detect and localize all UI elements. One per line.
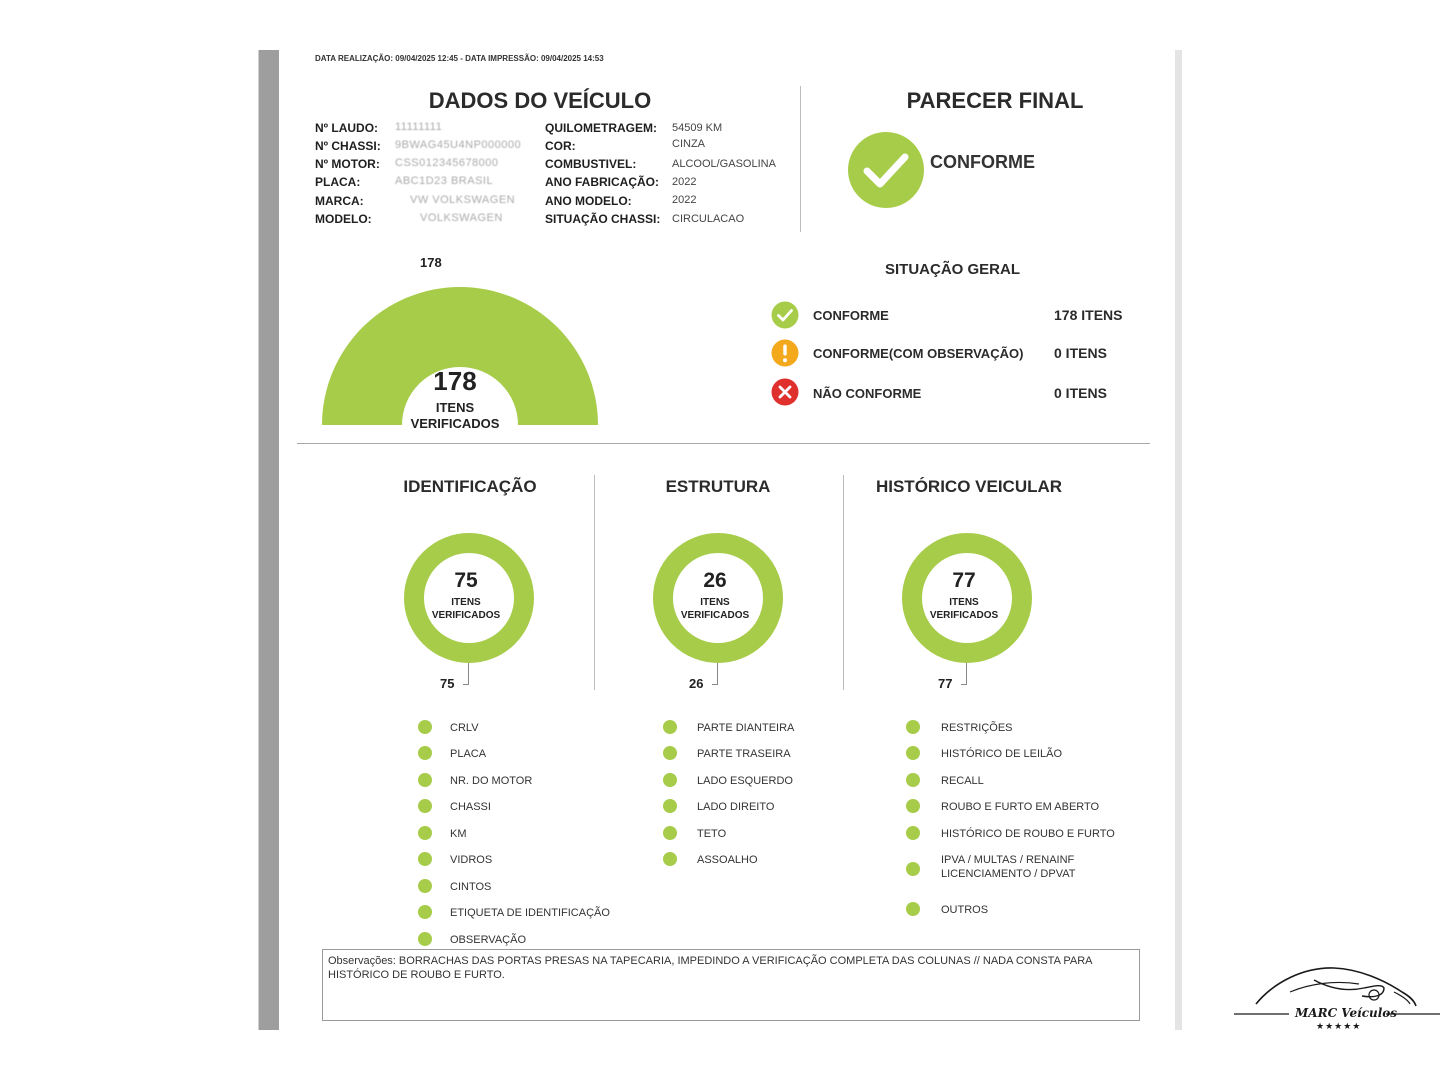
green-dot-icon (663, 746, 677, 760)
situacao-conforme-label: CONFORME (813, 308, 889, 323)
green-dot-icon (906, 773, 920, 787)
green-dot-icon (906, 746, 920, 760)
donut-sub-line1: ITENS (700, 597, 730, 608)
donut-sub-line2: VERIFICADOS (680, 610, 750, 621)
donut-sub-line1: ITENS (451, 597, 481, 608)
green-dot-icon (418, 879, 432, 893)
situacao-observacao-count: 0 ITENS (1054, 345, 1107, 361)
category-identificacao-title: IDENTIFICAÇÃO (403, 477, 537, 496)
category-estrutura-title: ESTRUTURA (665, 477, 771, 496)
green-dot-icon (906, 826, 920, 840)
situacao-nao-conforme-label: NÃO CONFORME (813, 386, 922, 401)
situacao-observacao-label: CONFORME(COM OBSERVAÇÃO) (813, 346, 1024, 361)
green-dot-icon (663, 773, 677, 787)
section-divider (297, 443, 1150, 444)
donut-sub-line1: ITENS (949, 597, 979, 608)
gauge-top-label: 178 (420, 255, 442, 270)
green-dot-icon (418, 826, 432, 840)
green-dot-icon (906, 862, 920, 876)
check-circle-icon (771, 301, 799, 329)
green-dot-icon (906, 720, 920, 734)
page-left-strip (259, 50, 279, 1030)
logo-text: MARC Veículos (1295, 1006, 1398, 1020)
donut-historico-leader (961, 663, 967, 685)
green-dot-icon (663, 720, 677, 734)
green-dot-icon (418, 852, 432, 866)
green-dot-icon (663, 826, 677, 840)
donut-estrutura-small: 26 (689, 676, 704, 691)
green-dot-icon (418, 720, 432, 734)
green-dot-icon (906, 902, 920, 916)
green-dot-icon (418, 932, 432, 946)
donut-estrutura-value: 26 (703, 569, 727, 592)
parecer-final-title: PARECER FINAL (906, 88, 1084, 113)
category-divider-1 (594, 475, 595, 690)
donut-sub-line2: VERIFICADOS (431, 610, 501, 621)
category-divider-2 (843, 475, 844, 690)
vehicle-data-title: DADOS DO VEÍCULO (428, 88, 652, 113)
header-divider (800, 86, 801, 232)
green-dot-icon (663, 799, 677, 813)
green-dot-icon (418, 773, 432, 787)
print-date: DATA REALIZAÇÃO: 09/04/2025 12:45 - DATA IMPRESSÃO: 09/04/2025 14:53 (315, 54, 604, 63)
gauge-sub (380, 400, 530, 432)
page-right-strip (1175, 50, 1182, 1030)
situacao-conforme-count: 178 ITENS (1054, 307, 1123, 323)
gauge-value: 178 (433, 366, 477, 396)
gauge-sub-line1: ITENS (435, 400, 475, 415)
situacao-nao-conforme-count: 0 ITENS (1054, 385, 1107, 401)
donut-identificacao-value: 75 (454, 569, 478, 592)
gauge-sub-line2: VERIFICADOS (410, 416, 500, 431)
donut-identificacao-sub (401, 596, 531, 622)
conforme-check-icon (848, 132, 924, 208)
x-circle-icon (771, 378, 799, 406)
exclamation-circle-icon (771, 339, 799, 367)
green-dot-icon (418, 799, 432, 813)
observacoes-box: Observações: BORRACHAS DAS PORTAS PRESAS NA TAPECARIA, IMPEDINDO A VERIFICAÇÃO COMPLETA DAS COLUNAS // NADA CONSTA PARA HISTÓRICO DE ROUBO E FURTO. (322, 949, 1140, 1021)
logo-stars: ★★★★★ (1316, 1021, 1362, 1031)
parecer-result: CONFORME (930, 152, 1035, 172)
donut-identificacao-small: 75 (440, 676, 455, 691)
green-dot-icon (663, 852, 677, 866)
donut-historico-sub (899, 596, 1029, 622)
donut-identificacao-leader (463, 663, 469, 685)
donut-estrutura-sub (650, 596, 780, 622)
donut-historico-small: 77 (938, 676, 953, 691)
donut-estrutura-leader (712, 663, 718, 685)
situacao-geral-title: SITUAÇÃO GERAL (885, 261, 1020, 278)
green-dot-icon (906, 799, 920, 813)
green-dot-icon (418, 746, 432, 760)
donut-sub-line2: VERIFICADOS (929, 610, 999, 621)
green-dot-icon (418, 905, 432, 919)
category-historico-title: HISTÓRICO VEICULAR (875, 477, 1063, 496)
donut-historico-value: 77 (952, 569, 976, 592)
